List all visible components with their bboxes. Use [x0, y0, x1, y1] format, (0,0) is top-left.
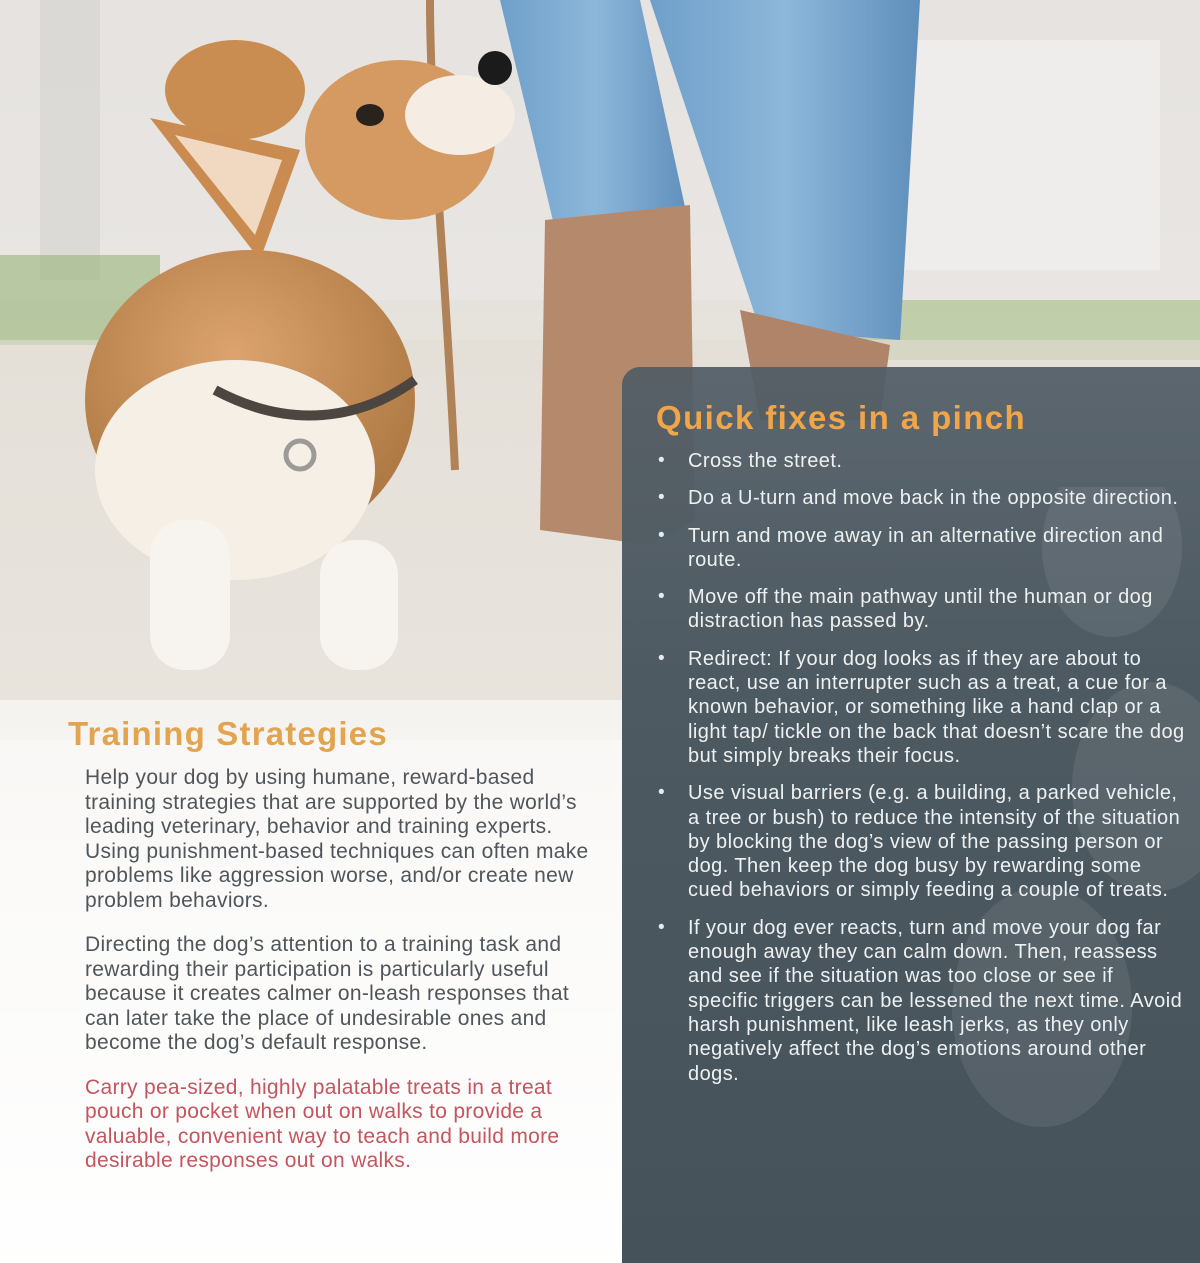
training-strategies-body [85, 766, 605, 1174]
quick-fixes-panel [622, 367, 1200, 1263]
bullet-icon: • [658, 487, 665, 509]
list-item [658, 781, 1188, 902]
quick-fixes-heading: Quick fixes in a pinch [656, 399, 1027, 436]
bullet-icon: • [658, 647, 665, 669]
list-item-text: Cross the street. [688, 450, 843, 472]
treat-tip: Carry pea-sized, highly palatable treats in a treat pouch or pocket when out on walks to provide a valuable, convenient way to teach and build more desirable responses out on walks. [85, 1075, 560, 1172]
bullet-icon: • [658, 782, 665, 804]
list-item-text: Use visual barriers (e.g. a building, a parked vehicle, a tree or bush) to reduce the intensity of the situation by blocking the dog’s view of the passing person or dog. Then keep the dog busy by rewarding some cued behaviors or simply feeding a couple of treats. [688, 782, 1181, 902]
list-item-text: Do a U-turn and move back in the opposite direction. [688, 487, 1179, 510]
list-item [658, 647, 1188, 768]
bullet-icon: • [658, 916, 665, 938]
quick-fixes-list [658, 449, 1188, 1099]
training-paragraph: Help your dog by using humane, reward-based training strategies that are supported by the world’s leading veterinary, behavior and training experts. Using punishment-based techniques can often make problems like aggression worse, and/or create new problem behaviors. [85, 766, 589, 912]
bullet-icon: • [658, 586, 665, 608]
list-item [658, 524, 1188, 573]
training-strategies-heading: Training Strategies [68, 715, 388, 752]
list-item-text: Redirect: If your dog looks as if they are about to react, use an interrupter such as a treat, a cue for a known behavior, or something like a hand clap or a light tap/ tickle on the back that doesn’t scare the dog but simply breaks their focus. [688, 647, 1185, 767]
list-item [658, 486, 1188, 510]
list-item [658, 585, 1188, 634]
training-strategies-section [68, 714, 608, 1194]
bullet-icon: • [658, 524, 665, 546]
bullet-icon: • [658, 450, 665, 471]
training-paragraph: Directing the dog’s attention to a training task and rewarding their participation is particularly useful because it creates calmer on-leash responses that can later take the place of undesirable ones and become the dog’s default response. [85, 933, 569, 1054]
list-item [658, 449, 1188, 473]
list-item [658, 916, 1188, 1086]
list-item-text: If your dog ever reacts, turn and move your dog far enough away they can calm down. Then, reassess and see if the situation was too close or see if specific triggers can be lessened the next time. Avoid harsh punishment, like leash jerks, as they only negatively affect the dog’s emotions around other dogs. [688, 916, 1183, 1085]
list-item-text: Turn and move away in an alternative direction and route. [688, 524, 1164, 571]
list-item-text: Move off the main pathway until the human or dog distraction has passed by. [688, 586, 1153, 633]
